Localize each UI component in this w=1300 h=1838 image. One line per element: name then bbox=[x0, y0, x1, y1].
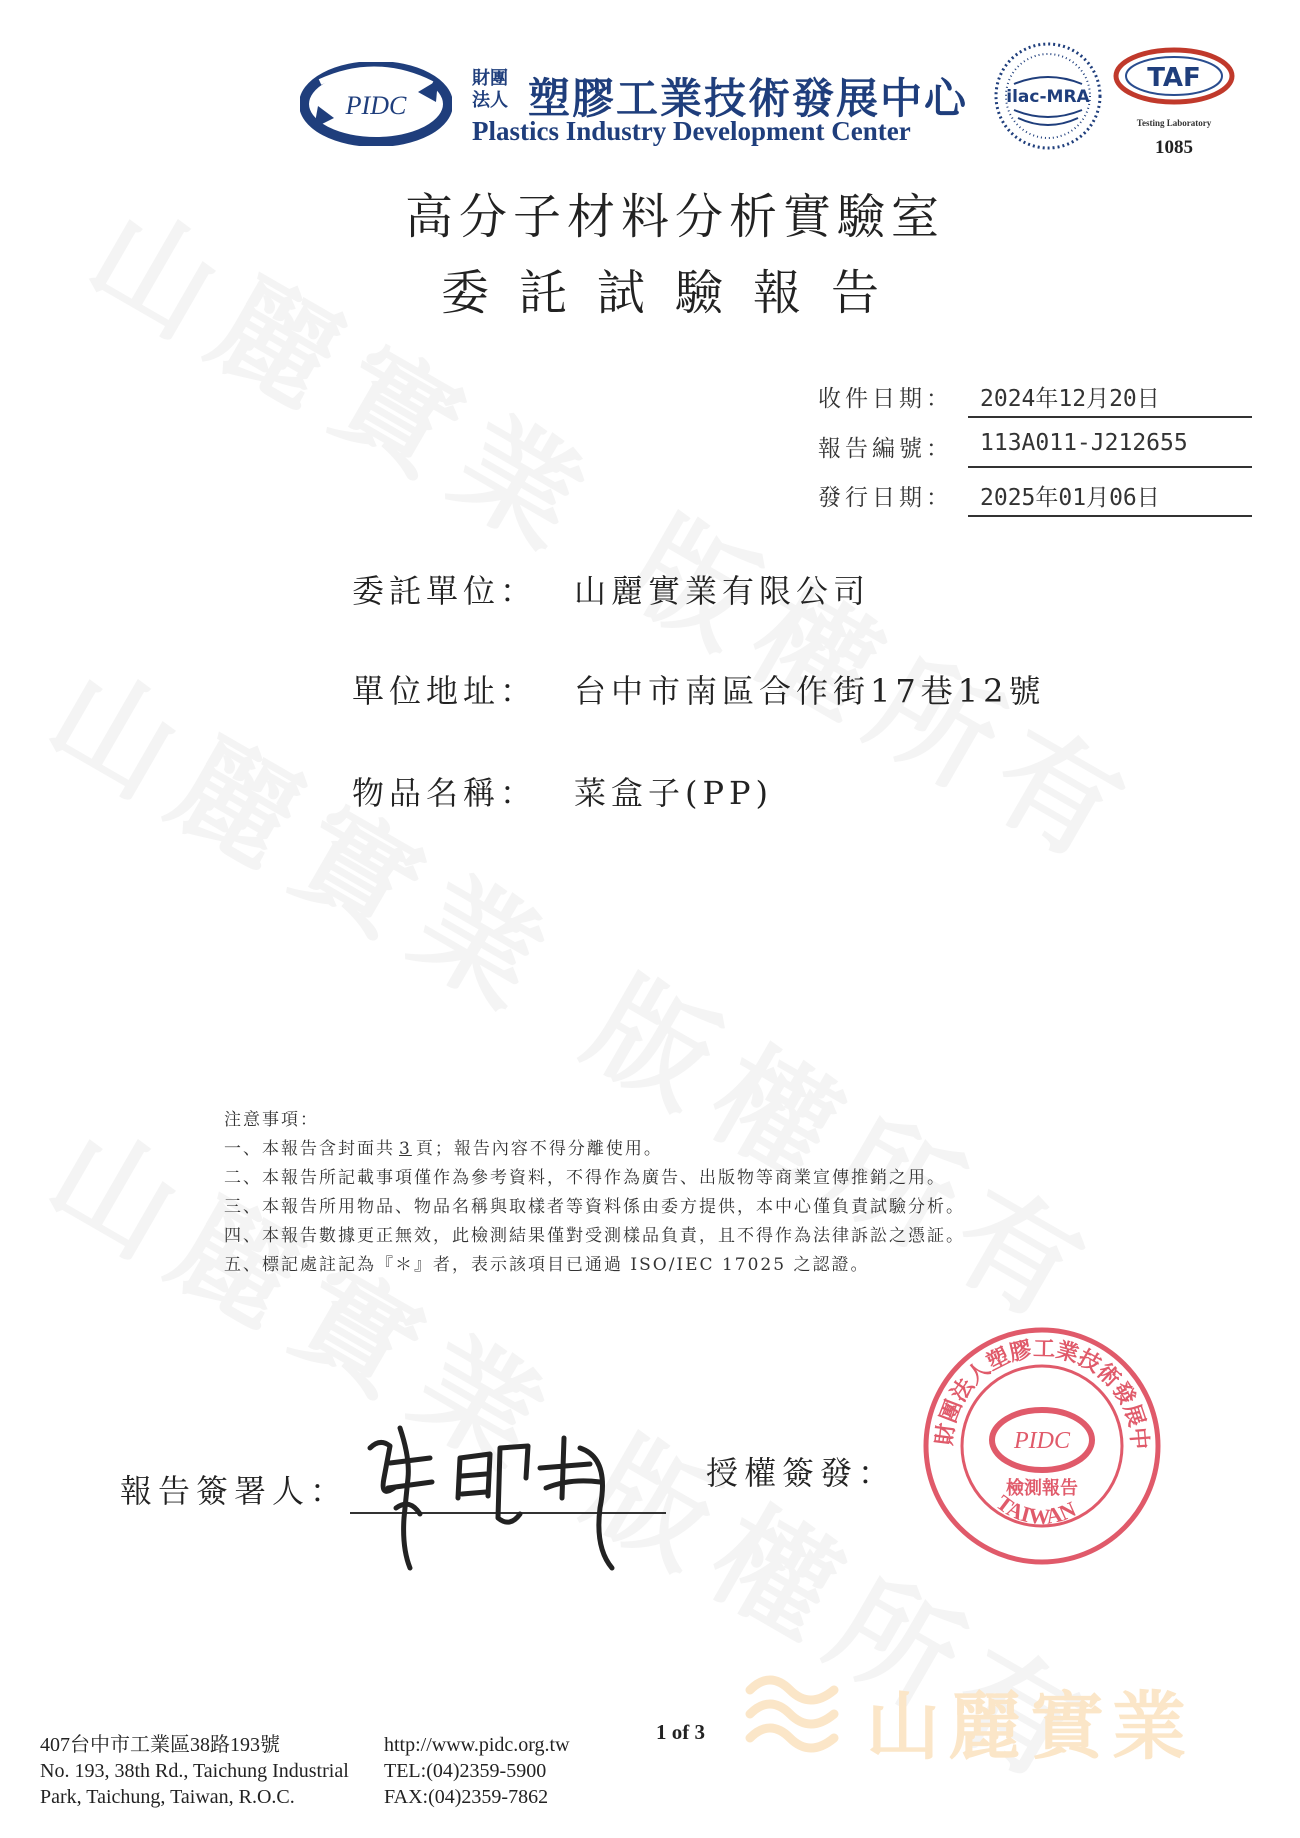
brand-logo-icon bbox=[740, 1660, 844, 1756]
address-value: 台中市南區合作街17巷12號 bbox=[574, 672, 1046, 710]
handwritten-signature bbox=[350, 1418, 650, 1578]
org-type: 財團 法人 bbox=[472, 68, 508, 111]
page-title: 高分子材料分析實驗室 bbox=[404, 189, 945, 245]
note-item: 三、本報告所用物品、物品名稱與取樣者等資料係由委方提供，本中心僅負責試驗分析。 bbox=[224, 1197, 965, 1217]
note-item: 五、標記處註記為『＊』者，表示該項目已通過 ISO/IEC 17025 之認證。 bbox=[224, 1255, 870, 1275]
issue-date-value: 2025年01月06日 bbox=[980, 485, 1160, 511]
notes-section bbox=[224, 1106, 965, 1280]
divider bbox=[968, 466, 1252, 468]
receive-date-label: 收件日期： bbox=[818, 386, 953, 412]
footer-contact: http://www.pidc.org.tw TEL:(04)2359-5900 FAX:(04)2359-7862 bbox=[384, 1734, 570, 1808]
signer-label: 報告簽署人： bbox=[120, 1472, 349, 1510]
authorize-label: 授權簽發： bbox=[706, 1454, 897, 1492]
client-label: 委託單位： bbox=[352, 572, 538, 610]
taf-label: Testing Laboratory bbox=[1136, 118, 1212, 128]
page-count: 3 bbox=[399, 1139, 412, 1159]
divider bbox=[968, 416, 1252, 418]
item-name-label: 物品名稱： bbox=[352, 774, 538, 812]
org-name-en: Plastics Industry Development Center bbox=[472, 116, 911, 146]
pidc-logo bbox=[300, 62, 452, 146]
ilac-mra-logo bbox=[992, 40, 1104, 152]
note-item: 一、本報告含封面共 3 頁；報告內容不得分離使用。 bbox=[224, 1139, 663, 1159]
note-item: 二、本報告所記載事項僅作為參考資料，不得作為廣告、出版物等商業宣傳推銷之用。 bbox=[224, 1168, 946, 1188]
page-number: 1 of 3 bbox=[656, 1720, 705, 1744]
svg-text:檢測報告: 檢測報告 bbox=[1006, 1478, 1078, 1499]
svg-text:ilac-MRA: ilac-MRA bbox=[1006, 87, 1090, 107]
report-number-label: 報告編號： bbox=[818, 436, 953, 462]
receive-date-value: 2024年12月20日 bbox=[980, 386, 1160, 412]
note-item: 四、本報告數據更正無效，此檢測結果僅對受測樣品負責，且不得作為法律訴訟之憑証。 bbox=[224, 1226, 965, 1246]
footer-address: 407台中市工業區38路193號 No. 193, 38th Rd., Taichung Industrial Park, Taichung, Taiwan, R.O.C. bbox=[40, 1734, 349, 1808]
svg-text:PIDC: PIDC bbox=[1014, 1428, 1070, 1454]
website-link[interactable]: http://www.pidc.org.tw bbox=[384, 1734, 570, 1756]
notes-heading: 注意事項： bbox=[224, 1110, 319, 1130]
taf-number: 1085 bbox=[1155, 137, 1193, 158]
address-label: 單位地址： bbox=[352, 672, 538, 710]
taf-logo bbox=[1112, 46, 1236, 106]
report-number-value: 113A011-J212655 bbox=[980, 430, 1188, 456]
divider bbox=[968, 515, 1252, 517]
issue-date-label: 發行日期： bbox=[818, 485, 953, 511]
client-value: 山麗實業有限公司 bbox=[574, 572, 871, 610]
svg-text:財團法人塑膠工業技術發展中心: 財團法人塑膠工業技術發展中 bbox=[932, 1336, 1152, 1451]
svg-text:TAF: TAF bbox=[1147, 63, 1201, 93]
official-seal bbox=[918, 1322, 1166, 1570]
brand-watermark: 山麗實業 bbox=[866, 1684, 1194, 1770]
page-subtitle: 委託試驗報告 bbox=[440, 265, 909, 321]
item-name-value: 菜盒子(PP) bbox=[574, 774, 774, 812]
org-name-zh: 塑膠工業技術發展中心 bbox=[528, 74, 969, 123]
svg-text:TAIWAN: TAIWAN bbox=[991, 1489, 1080, 1530]
svg-text:PIDC: PIDC bbox=[345, 91, 407, 120]
